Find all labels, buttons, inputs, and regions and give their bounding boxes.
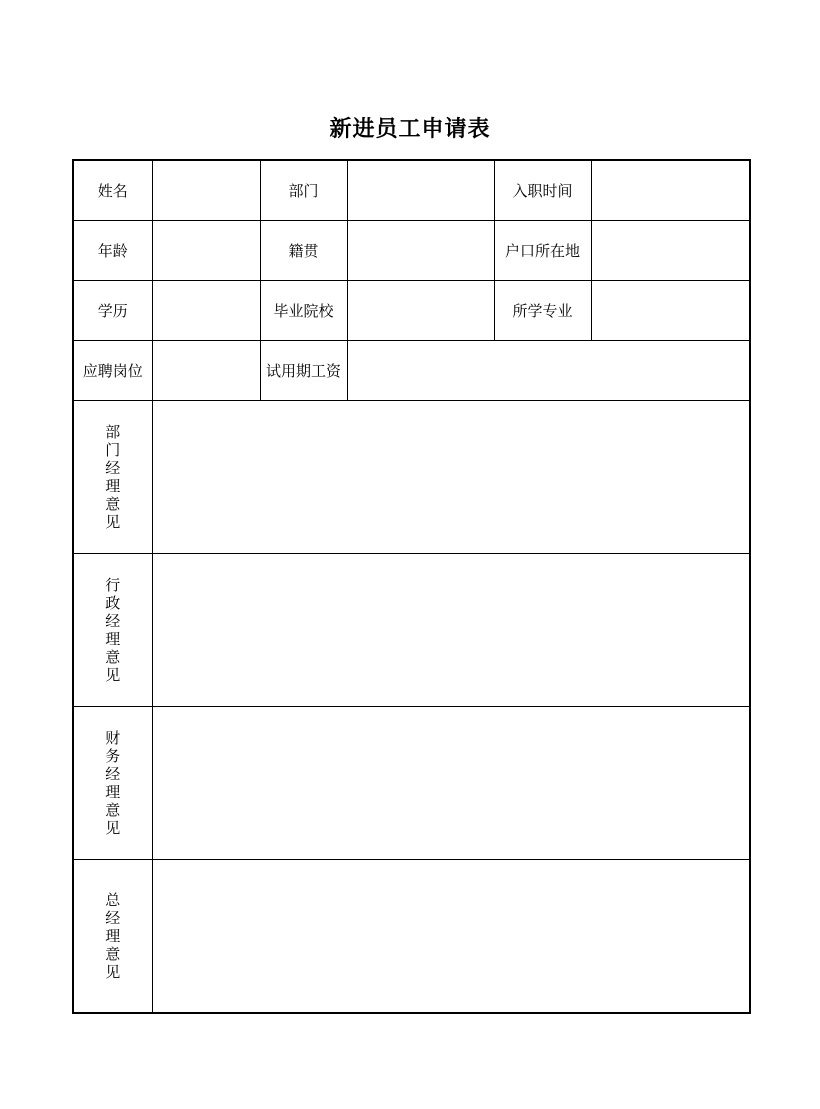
age-field[interactable] (152, 221, 260, 281)
school-label: 毕业院校 (260, 281, 347, 341)
dept-manager-opinion-field[interactable] (152, 401, 750, 554)
department-label: 部门 (260, 160, 347, 221)
education-field[interactable] (152, 281, 260, 341)
form-row-position (73, 341, 750, 401)
form-row-age (73, 221, 750, 281)
probation-salary-label: 试用期工资 (260, 341, 347, 401)
form-row-dept-manager-opinion (73, 401, 750, 554)
form-row-admin-manager-opinion (73, 554, 750, 707)
admin-manager-opinion-label-text: 行政经理意见 (105, 576, 121, 684)
household-location-field[interactable] (591, 221, 750, 281)
entry-date-field[interactable] (591, 160, 750, 221)
form-row-name (73, 160, 750, 221)
dept-manager-opinion-label-text: 部门经理意见 (105, 423, 121, 531)
position-field[interactable] (152, 341, 260, 401)
admin-manager-opinion-field[interactable] (152, 554, 750, 707)
general-manager-opinion-field[interactable] (152, 860, 750, 1014)
finance-manager-opinion-field[interactable] (152, 707, 750, 860)
finance-manager-opinion-label (73, 707, 152, 860)
application-form-table (72, 159, 751, 1014)
education-label: 学历 (73, 281, 152, 341)
household-location-label: 户口所在地 (494, 221, 591, 281)
age-label: 年龄 (73, 221, 152, 281)
native-place-field[interactable] (347, 221, 494, 281)
name-label: 姓名 (73, 160, 152, 221)
probation-salary-field[interactable] (347, 341, 750, 401)
admin-manager-opinion-label (73, 554, 152, 707)
native-place-label: 籍贯 (260, 221, 347, 281)
dept-manager-opinion-label (73, 401, 152, 554)
department-field[interactable] (347, 160, 494, 221)
form-row-education (73, 281, 750, 341)
entry-date-label: 入职时间 (494, 160, 591, 221)
major-label: 所学专业 (494, 281, 591, 341)
name-field[interactable] (152, 160, 260, 221)
finance-manager-opinion-label-text: 财务经理意见 (105, 729, 121, 837)
form-row-finance-manager-opinion (73, 707, 750, 860)
form-title: 新进员工申请表 (329, 117, 491, 142)
position-label: 应聘岗位 (73, 341, 152, 401)
school-field[interactable] (347, 281, 494, 341)
general-manager-opinion-label-text: 总经理意见 (105, 891, 121, 981)
general-manager-opinion-label (73, 860, 152, 1014)
form-row-general-manager-opinion (73, 860, 750, 1014)
major-field[interactable] (591, 281, 750, 341)
